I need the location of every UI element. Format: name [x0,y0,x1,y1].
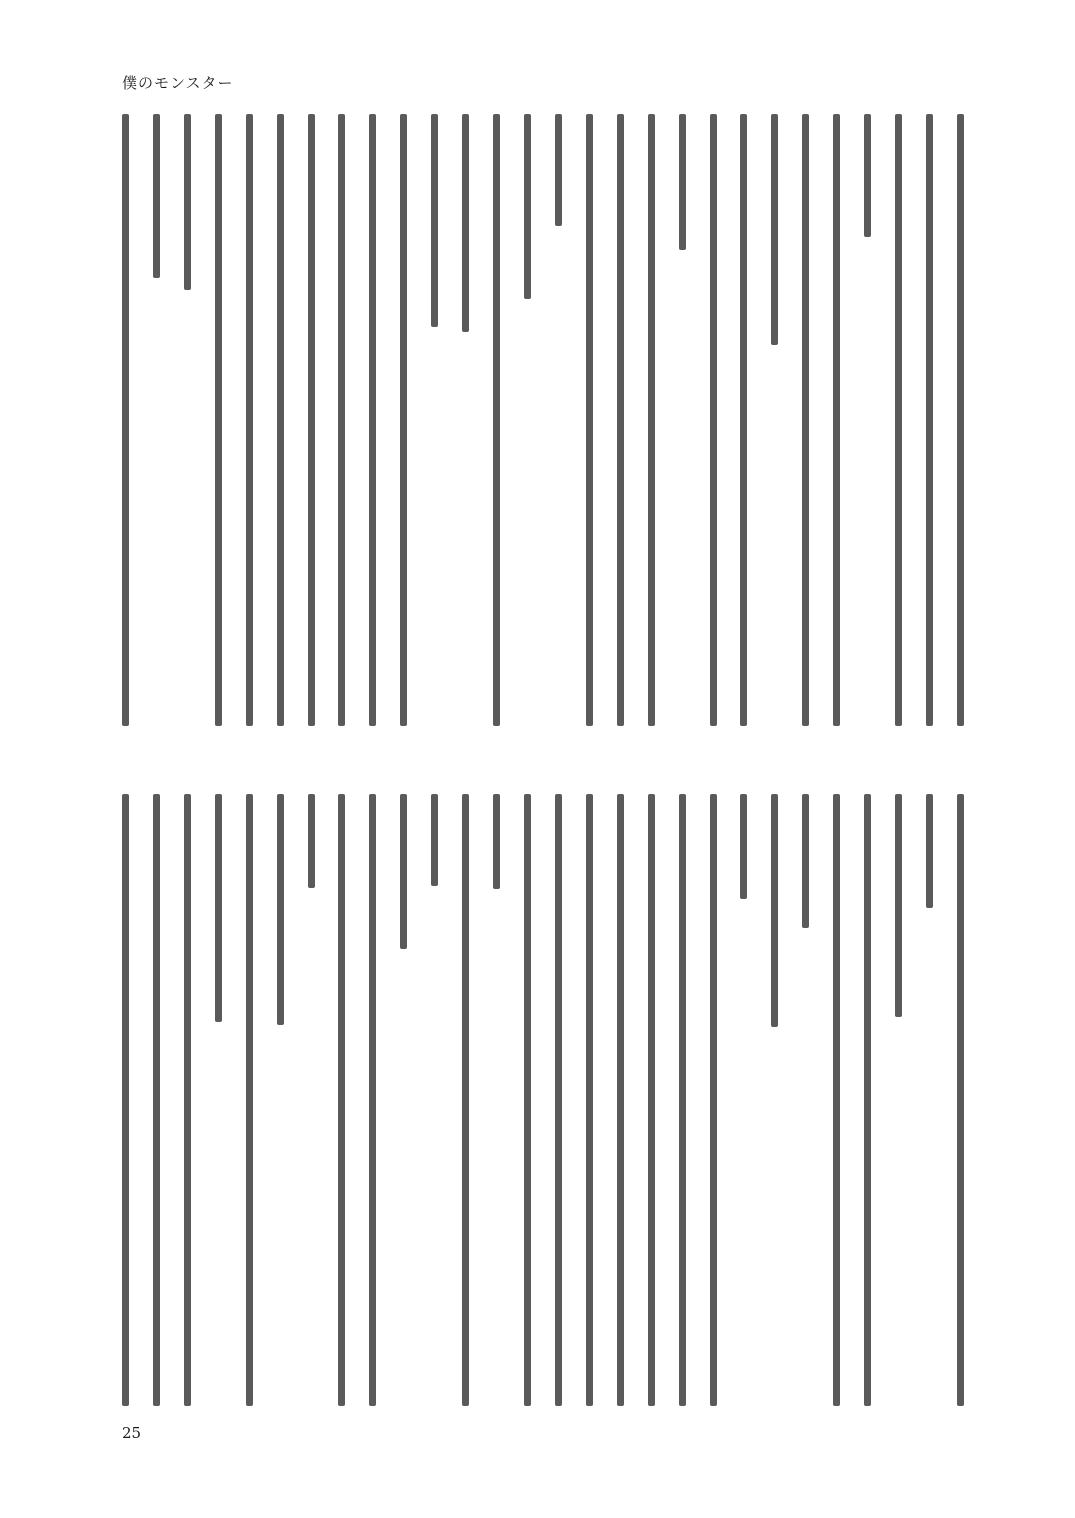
text-column [400,114,407,726]
text-column [895,794,902,1017]
text-column [586,794,593,1406]
text-column [617,114,624,726]
text-column [926,794,933,908]
text-column [771,114,778,345]
text-column [184,794,191,1406]
text-column [400,794,407,949]
running-header: 僕のモンスター [122,74,234,92]
text-column [679,794,686,1406]
text-column [926,114,933,726]
text-column [184,114,191,290]
text-column [122,794,129,1406]
text-column [246,794,253,1406]
text-column [679,114,686,250]
text-column [524,794,531,1406]
text-column [122,114,129,726]
text-column [895,114,902,726]
text-column [710,794,717,1406]
text-column [864,114,871,237]
text-column [771,794,778,1027]
text-column [277,114,284,726]
text-column [493,114,500,726]
text-column [369,794,376,1406]
text-column [802,114,809,726]
text-column [338,794,345,1406]
text-column [246,114,253,726]
text-column [555,114,562,226]
text-column [308,794,315,888]
text-column [215,114,222,726]
text-column [833,114,840,726]
text-column [586,114,593,726]
text-column [957,114,964,726]
text-column [462,114,469,332]
text-column [802,794,809,928]
text-column [153,114,160,278]
text-column [648,794,655,1406]
text-column [740,114,747,726]
text-column [957,794,964,1406]
text-column [710,114,717,726]
text-column [648,114,655,726]
text-block-bottom [122,790,964,1410]
text-column [833,794,840,1406]
text-column [524,114,531,299]
text-column [308,114,315,726]
page-number: 25 [122,1424,142,1442]
text-column [338,114,345,726]
text-column [431,114,438,327]
text-column [493,794,500,889]
text-column [369,114,376,726]
text-column [555,794,562,1406]
text-column [462,794,469,1406]
text-column [153,794,160,1406]
text-column [431,794,438,886]
text-block-top [122,110,964,730]
text-column [740,794,747,899]
text-column [215,794,222,1022]
text-column [617,794,624,1406]
text-column [864,794,871,1406]
text-column [277,794,284,1025]
